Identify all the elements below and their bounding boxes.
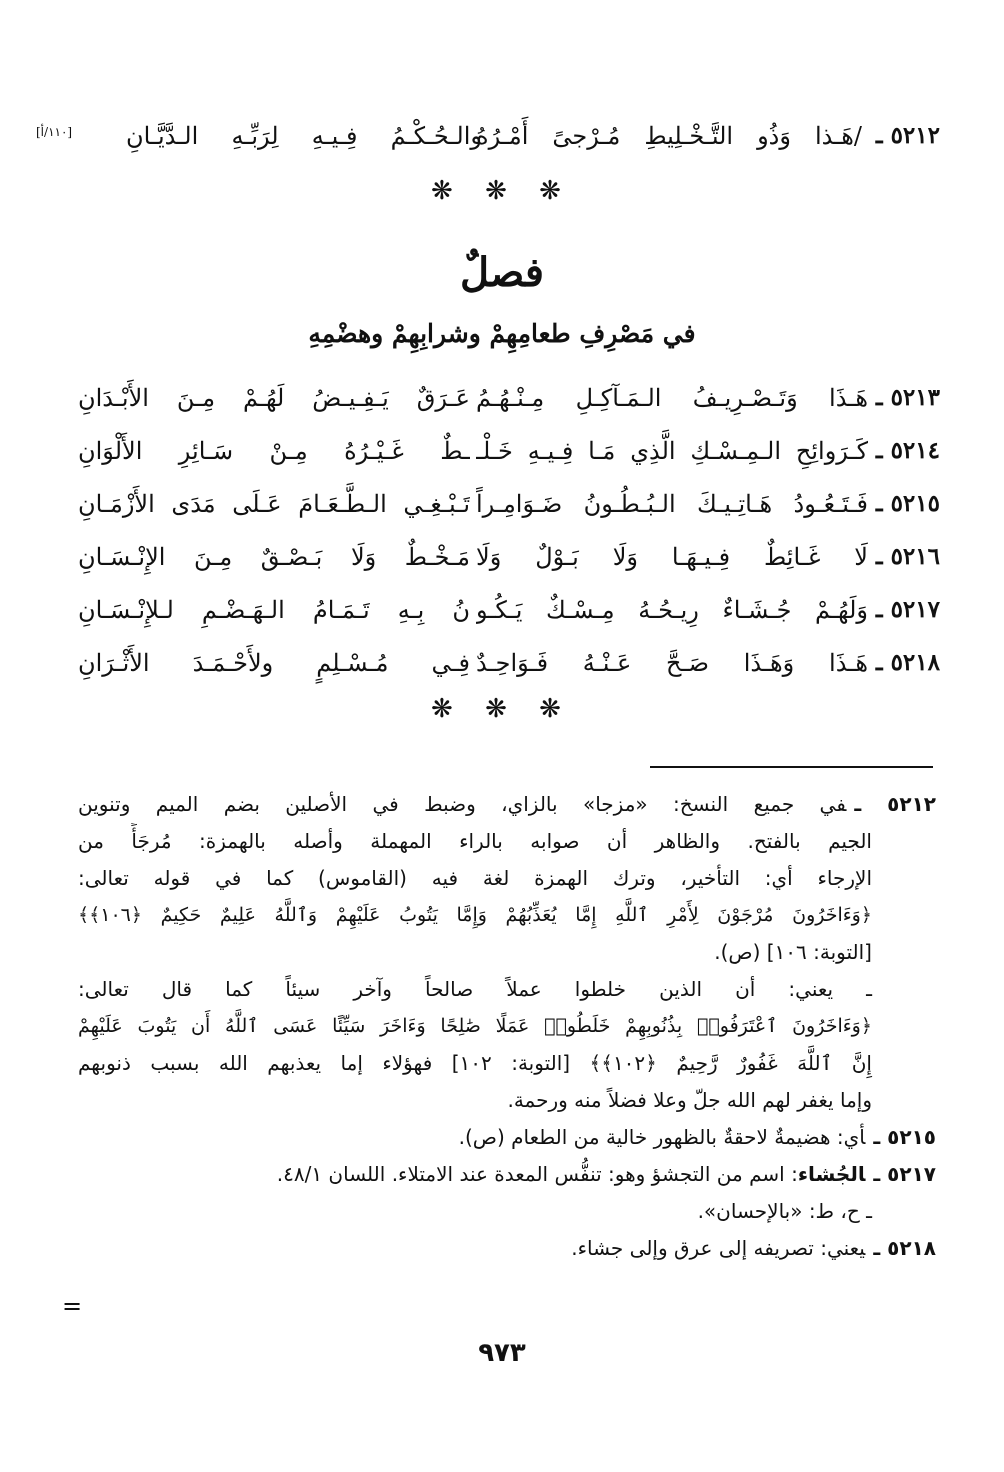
verse-first-half: كَـرَوائِحِ الـمِـسْـكِ الَّذِي مَـا فِـيـهِ خَـلْـ bbox=[476, 437, 868, 465]
footnote-text: الإرجاء أي: التأخير، وترك الهمزة لغة فيه (القاموس) كما في قوله تعالى: bbox=[78, 866, 872, 890]
verse-second-half: ـطٌ غَـيْـرُهُ مِـنْ سَـائِرِ الأَلْوَانِ bbox=[78, 437, 470, 465]
footnote-number: ٥٢١٧ ـ bbox=[873, 1162, 936, 1186]
verse-first-half: وَلَهُـمْ جُـشَـاءٌ رِيـحُـهُ مِـسْـكٌ يَـكُـو bbox=[476, 596, 868, 624]
verse-number: ٥٢١٧ ـ bbox=[875, 596, 940, 623]
footnote-5218 bbox=[78, 1230, 936, 1267]
footnote-5212 bbox=[78, 786, 936, 1119]
footnote-5217 bbox=[78, 1156, 936, 1230]
verse-number: ٥٢١٥ ـ bbox=[875, 490, 940, 517]
footnote-number: ٥٢١٢ ـ bbox=[854, 792, 936, 816]
quran-quote: ﴿وَءَاخَرُونَ مُرْجَوْنَ لِأَمْرِ ٱللَّهِ إِمَّا يُعَذِّبُهُمْ وَإِمَّا يَتُوبُ عَلَيْهِمْ وَٱللَّهُ عَلِيمٌ حَكِيمٌ ﴿١٠٦﴾﴾ bbox=[78, 904, 872, 926]
footnote-5215 bbox=[78, 1119, 936, 1156]
verse-row bbox=[78, 586, 940, 634]
footnote-text: ـ يعني: أن الذين خلطوا عملاً صالحاً وآخر سيئاً كما قال تعالى: bbox=[78, 977, 872, 1001]
section-subheading: في مَصْرِفِ طعامِهِمْ وشرابِهِمْ وهضْمِهِ bbox=[308, 319, 696, 348]
footnote-text: الجيم بالفتح. والظاهر أن صوابه بالراء المهملة وأصله بالهمزة: مُرجَأً من bbox=[78, 829, 872, 853]
verse-number: ٥٢١٢ ـ bbox=[875, 122, 940, 149]
section-heading: فصلٌ bbox=[459, 249, 545, 296]
stars-separator: ❋ ❋ ❋ bbox=[431, 176, 573, 206]
footnote-text: إِنَّ ٱللَّهَ غَفُورٌ رَّحِيمٌ ﴿١٠٢﴾﴾ [التوبة: ١٠٢] فهؤلاء إما يعذبهم الله بسبب ذنوبهم bbox=[78, 1051, 872, 1075]
verse-number: ٥٢١٤ ـ bbox=[875, 437, 940, 464]
verse-first-half: لَا غَـائِطٌ فِـيـهَـا وَلَا بَـوْلٌ وَلَا bbox=[476, 543, 868, 571]
footnote-text: [التوبة: ١٠٦] (ص). bbox=[714, 940, 872, 964]
footnote-text: في جميع النسخ: «مزجا» بالزاي، وضبط في الأصلين بضم الميم وتنوين bbox=[78, 792, 847, 816]
verse-number: ٥٢١٦ ـ bbox=[875, 543, 940, 570]
footnote-text: ـ ح، ط: «بالإحسان». bbox=[697, 1199, 872, 1223]
verse-second-half: والـحُـكْـمُ فِـيـهِ لِرَبِّـهِ الـدَّيَّـانِ bbox=[126, 122, 482, 150]
footnote-text: يعني: تصريفه إلى عرق وإلى جشاء. bbox=[571, 1236, 866, 1260]
verse-second-half: مَـخْـطٌ وَلَا بَـصْـقٌ مِـنَ الإِنْـسَـانِ bbox=[78, 543, 470, 571]
verse-5212 bbox=[36, 112, 940, 160]
quran-quote: ﴿وَءَاخَرُونَ ٱعْتَرَفُوا۟ بِذُنُوبِهِمْ خَلَطُوا۟ عَمَلًا صَٰلِحًا وَءَاخَرَ سَيِّئًا عَسَى ٱللَّهُ أَن يَتُوبَ عَلَيْهِمْ bbox=[78, 1015, 872, 1037]
verse-row bbox=[78, 427, 940, 475]
footnote-divider bbox=[650, 766, 933, 768]
footnote-text: وإما يغفر لهم الله جلّ وعلا فضلاً منه ورحمة. bbox=[507, 1088, 872, 1112]
stars-separator: ❋ ❋ ❋ bbox=[431, 694, 573, 724]
verse-first-half: هَـذَا وَهَـذَا صَـحَّ عَـنْـهُ فَـوَاحِـدٌ bbox=[476, 649, 868, 677]
verse-row bbox=[78, 533, 940, 581]
verse-first-half: فَـتَـعُـودُ هَـاتِـيـكَ الـبُـطُـونُ ضَـوَامِـراً bbox=[476, 490, 868, 518]
verse-second-half: فِـي مُـسْـلِمٍ ولأَحْـمَـدَ الأَثْـرَانِ bbox=[78, 649, 470, 677]
manuscript-folio-ref: [١١٠/أ] bbox=[36, 125, 73, 139]
footnote-text: : اسم من التجشؤ وهو: تنفُّس المعدة عند الامتلاء. اللسان ٤٨/١. bbox=[276, 1162, 798, 1186]
footnote-number: ٥٢١٥ ـ bbox=[873, 1125, 936, 1149]
verse-second-half: عَـرَقٌ يَـفِـيـضُ لَهُـمْ مِـنَ الأَبْـدَانِ bbox=[78, 384, 470, 412]
footnote-term: الجُشاء bbox=[797, 1162, 866, 1186]
continuation-mark: = bbox=[62, 1292, 83, 1320]
verse-second-half: تَـبْـغِـي الـطَّـعَـامَ عَـلَى مَدَى الأَزْمَـانِ bbox=[78, 490, 470, 518]
verse-number: ٥٢١٨ ـ bbox=[875, 649, 940, 676]
verse-second-half: نُ بِـهِ تَـمَـامُ الـهَـضْـمِ لـلإِنْـسَـانِ bbox=[78, 596, 470, 624]
footnote-text: أي: هضيمةٌ لاحقةٌ بالظهور خالية من الطعام (ص). bbox=[458, 1125, 866, 1149]
verse-row bbox=[78, 480, 940, 528]
verse-row bbox=[78, 639, 940, 687]
verse-number: ٥٢١٣ ـ bbox=[875, 384, 940, 411]
verse-first-half: هَـذَا وَتَـصْـرِيـفُ الـمَـآكِـلِ مِـنْـهُـمُ bbox=[476, 384, 868, 412]
verse-row bbox=[78, 374, 940, 422]
footnote-number: ٥٢١٨ ـ bbox=[873, 1236, 936, 1260]
page-number: ٩٧٣ bbox=[478, 1338, 526, 1368]
verse-first-half: /هَـذا وَذُو التَّـخْـلِيطِ مُـرْجىً أَمْـرُهُ bbox=[476, 122, 862, 150]
